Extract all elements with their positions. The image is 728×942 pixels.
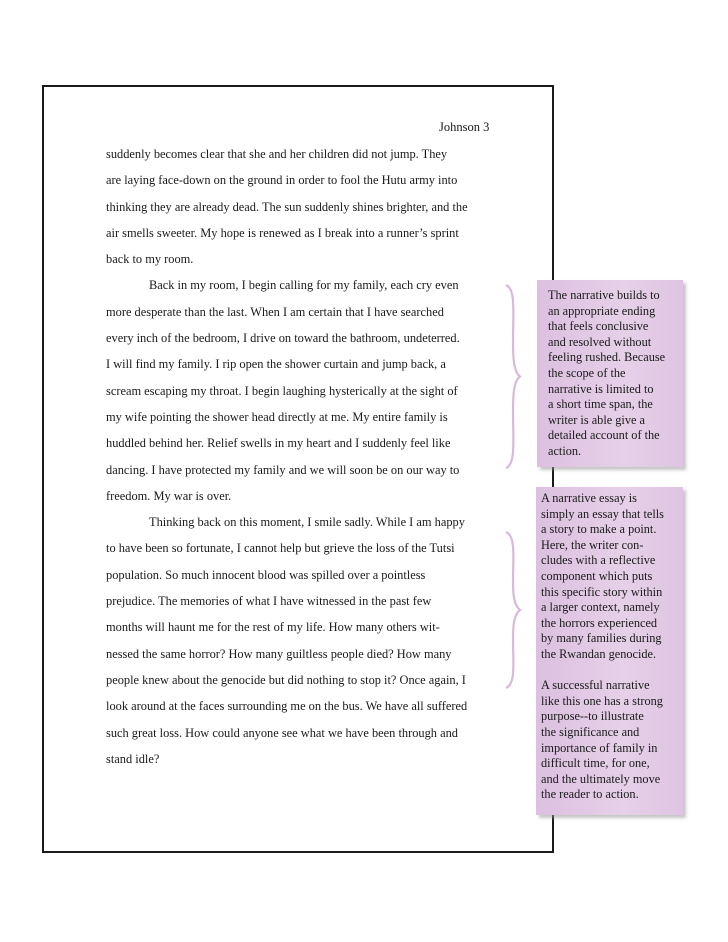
essay-line: suddenly becomes clear that she and her children did not jump. They	[106, 147, 448, 161]
essay-line: to have been so fortunate, I cannot help but grieve the loss of the Tutsi	[106, 541, 455, 556]
essay-line: more desperate than the last. When I am certain that I have searched	[106, 304, 444, 319]
note-line: A successful narrative	[541, 678, 650, 693]
note-line: a short time span, the	[548, 397, 653, 412]
note-line: writer is able give a	[548, 412, 645, 427]
note-line: feeling rushed. Because	[548, 350, 666, 365]
essay-line: freedom. My war is over.	[106, 488, 232, 503]
essay-line: thinking they are already dead. The sun suddenly shines brighter, and the	[106, 199, 468, 214]
note-line: cludes with a reflective	[541, 553, 656, 568]
essay-line: people knew about the genocide but did nothing to stop it? Once again, I	[106, 672, 466, 687]
essay-line: my wife pointing the shower head directly at me. My entire family is	[106, 409, 448, 424]
note-line: detailed account of the	[548, 428, 660, 443]
brace-icon-2	[502, 530, 522, 690]
essay-body	[106, 141, 496, 772]
essay-line: every inch of the bedroom, I drive on toward the bathroom, undeterred.	[106, 331, 460, 346]
margin-note-narrative-essay	[536, 487, 683, 815]
running-head: Johnson 3	[439, 120, 490, 134]
note-line: the Rwandan genocide.	[541, 646, 657, 661]
essay-line: back to my room.	[106, 252, 194, 267]
essay-line: dancing. I have protected my family and we will soon be on our way to	[106, 462, 460, 477]
note-line: difficult time, for one,	[541, 756, 650, 771]
note-line: like this one has a strong	[541, 693, 663, 708]
note-line: that feels conclusive	[548, 319, 649, 334]
brace-icon-1	[502, 283, 522, 470]
essay-line: nessed the same horror? How many guiltless people died? How many	[106, 646, 452, 661]
essay-line: Thinking back on this moment, I smile sadly. While I am happy	[149, 515, 465, 530]
note-line: and resolved without	[548, 334, 652, 349]
note-line: action.	[548, 443, 582, 458]
essay-line: stand idle?	[106, 751, 160, 766]
note-line: by many families during	[541, 631, 662, 646]
margin-note-ending	[537, 280, 683, 467]
note-line: a story to make a point.	[541, 522, 657, 537]
essay-line: I will find my family. I rip open the shower curtain and jump back, a	[106, 357, 446, 372]
note-line: The narrative builds to	[548, 288, 660, 302]
essay-line: population. So much innocent blood was spilled over a pointless	[106, 567, 426, 582]
note-line: an appropriate ending	[548, 303, 656, 318]
note-line: purpose--to illustrate	[541, 709, 644, 724]
note-line: a larger context, namely	[541, 600, 660, 615]
note-line: A narrative essay is	[541, 491, 637, 505]
essay-line: huddled behind her. Relief swells in my heart and I suddenly feel like	[106, 436, 451, 451]
essay-line: are laying face-down on the ground in order to fool the Hutu army into	[106, 173, 458, 188]
note-line: Here, the writer con-	[541, 537, 644, 552]
essay-line: look around at the faces surrounding me on the bus. We have all suffered	[106, 699, 468, 714]
note-line: the significance and	[541, 724, 640, 739]
note-line: the horrors experienced	[541, 615, 658, 630]
essay-line: scream escaping my throat. I begin laughing hysterically at the sight of	[106, 383, 458, 398]
essay-line: such great loss. How could anyone see what we have been through and	[106, 725, 458, 740]
note-line: narrative is limited to	[548, 381, 654, 396]
essay-line: Back in my room, I begin calling for my family, each cry even	[149, 278, 459, 293]
note-line: this specific story within	[541, 584, 663, 599]
essay-line: months will haunt me for the rest of my life. How many others wit-	[106, 620, 440, 635]
note-line: the reader to action.	[541, 787, 639, 802]
note-line: importance of family in	[541, 740, 658, 755]
note-paragraph-gap	[541, 663, 683, 679]
essay-line: air smells sweeter. My hope is renewed as I break into a runner’s sprint	[106, 225, 459, 240]
essay-line: prejudice. The memories of what I have witnessed in the past few	[106, 594, 432, 609]
note-line: and the ultimately move	[541, 771, 661, 786]
note-line: component which puts	[541, 568, 653, 583]
note-line: simply an essay that tells	[541, 506, 664, 521]
note-line: the scope of the	[548, 365, 626, 380]
